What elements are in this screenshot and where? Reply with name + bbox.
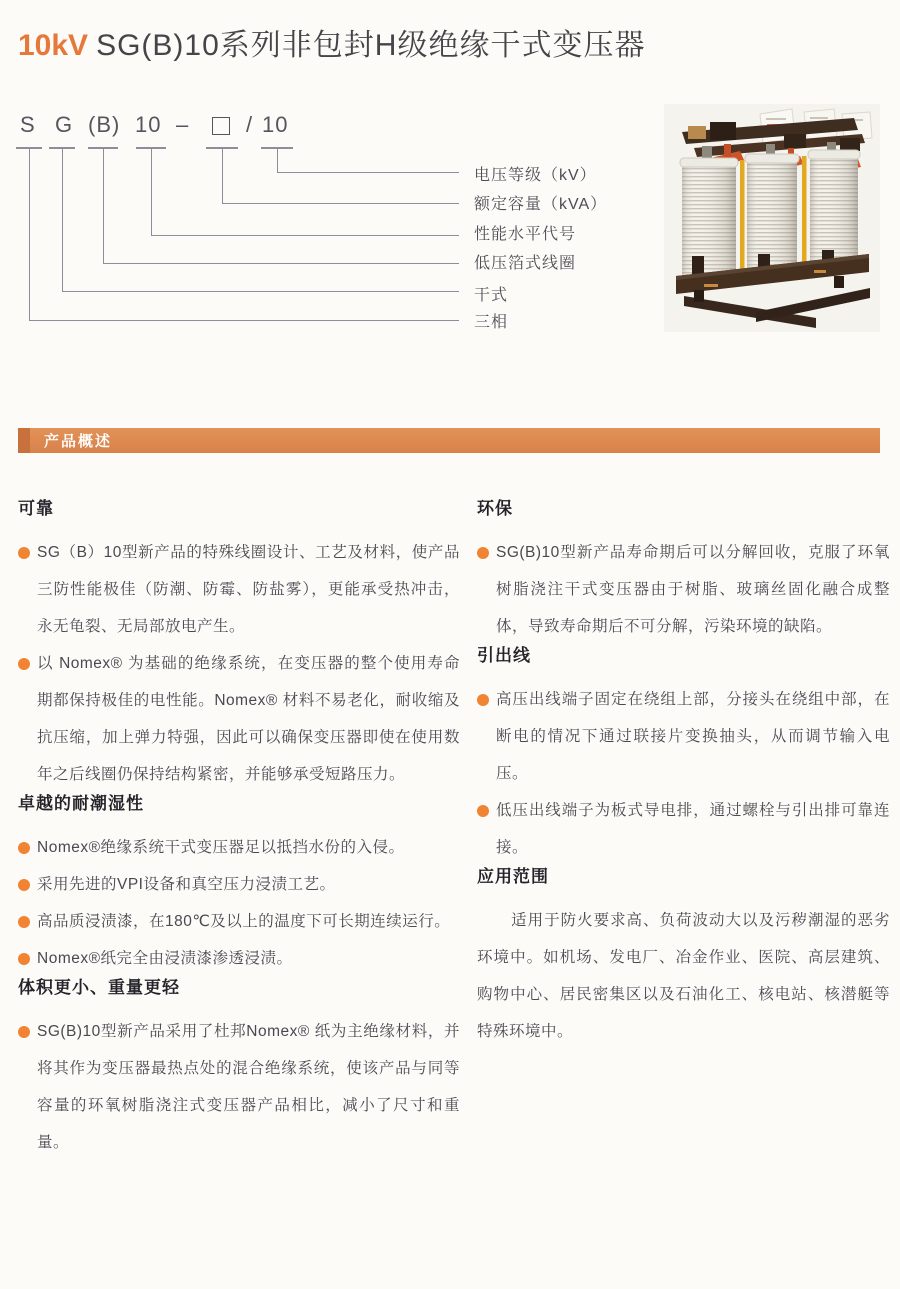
bullet-icon (477, 694, 489, 706)
list-item (477, 681, 890, 792)
code-part-kv: 10 (262, 112, 289, 137)
list-item (18, 866, 460, 903)
bullet-text: 高压出线端子固定在绕组上部，分接头在绕组中部，在断电的情况下通过联接片变换抽头，从而调节输入电压。 (496, 691, 890, 782)
code-part-b: (B) (88, 112, 121, 137)
bullet-icon (18, 916, 30, 928)
heading-leads: 引出线 (477, 646, 531, 665)
list-item (18, 829, 460, 866)
bullet-text: 采用先进的VPI设备和真空压力浸渍工艺。 (37, 876, 336, 893)
bullet-icon (477, 805, 489, 817)
section-banner (18, 428, 880, 453)
code-part-dash: – (176, 112, 190, 137)
code-part-s: S (20, 112, 36, 137)
bullet-icon (18, 1026, 30, 1038)
heading-moisture: 卓越的耐潮湿性 (18, 794, 144, 813)
section-banner-label: 产品概述 (44, 433, 113, 450)
list-item (477, 534, 890, 645)
code-blank-box-icon (212, 117, 230, 135)
bullet-text: SG(B)10型新产品采用了杜邦Nomex® 纸为主绝缘材料，并将其作为变压器最热点处的混合绝缘系统，使该产品与同等容量的环氧树脂浇注式变压器产品相比，减小了尺寸和重量。 (37, 1023, 460, 1151)
diagram-line-phase (29, 148, 459, 321)
bullet-text: 低压出线端子为板式导电排，通过螺栓与引出排可靠连接。 (496, 802, 890, 856)
list-item (18, 534, 460, 645)
bullet-text: 以 Nomex® 为基础的绝缘系统，在变压器的整个使用寿命期都保持极佳的电性能。Nomex® 材料不易老化，耐收缩及抗压缩，加上弹力特强，因此可以确保变压器即使在使用数年之后线圈仍保持结构紧密，并能够承受短路压力。 (37, 655, 460, 783)
heading-environment: 环保 (477, 499, 513, 518)
bullet-text: 高品质浸渍漆，在180℃及以上的温度下可长期连续运行。 (37, 913, 451, 930)
bullet-text: Nomex®纸完全由浸渍漆渗透浸渍。 (37, 950, 293, 967)
bullet-icon (18, 879, 30, 891)
right-column (477, 498, 890, 1050)
bullet-icon (18, 658, 30, 670)
heading-size-weight: 体积更小、重量更轻 (18, 978, 180, 997)
title-voltage: 10kV (18, 29, 89, 62)
list-item (18, 940, 460, 977)
application-paragraph: 适用于防火要求高、负荷波动大以及污秽潮湿的恶劣环境中。如机场、发电厂、冶金作业、医院、高层建筑、购物中心、居民密集区以及石油化工、核电站、核潜艇等特殊环境中。 (477, 912, 890, 1040)
code-part-10: 10 (135, 112, 162, 137)
bullet-text: SG(B)10型新产品寿命期后可以分解回收，克服了环氧树脂浇注干式变压器由于树脂、玻璃丝固化融合成整体，导致寿命期后不可分解，污染环境的缺陷。 (496, 544, 890, 635)
diagram-label-foil: 低压箔式线圈 (474, 255, 577, 272)
diagram-label-voltage: 电压等级（kV） (474, 167, 597, 184)
code-part-slash: / (246, 112, 254, 137)
diagram-label-capacity: 额定容量（kVA） (474, 196, 608, 213)
heading-reliable: 可靠 (18, 499, 54, 518)
bullet-icon (18, 547, 30, 559)
bullet-icon (18, 953, 30, 965)
bullet-text: Nomex®绝缘系统干式变压器足以抵挡水份的入侵。 (37, 839, 405, 856)
diagram-label-phase: 三相 (474, 314, 509, 331)
heading-applications: 应用范围 (477, 867, 549, 886)
list-item (18, 645, 460, 793)
bullet-icon (477, 547, 489, 559)
diagram-label-level: 性能水平代号 (474, 226, 577, 243)
title-series: SG(B)10系列非包封H级绝缘干式变压器 (96, 29, 646, 62)
left-column (18, 498, 460, 1161)
list-item (477, 792, 890, 866)
transformer-photo (664, 104, 880, 332)
list-item (18, 903, 460, 940)
code-part-g: G (55, 112, 74, 137)
bullet-text: SG（B）10型新产品的特殊线圈设计、工艺及材料，使产品三防性能极佳（防潮、防霉、防盐雾），更能承受热冲击，永无龟裂、无局部放电产生。 (37, 544, 460, 635)
bullet-icon (18, 842, 30, 854)
diagram-label-dry: 干式 (474, 287, 509, 304)
list-item (18, 1013, 460, 1161)
